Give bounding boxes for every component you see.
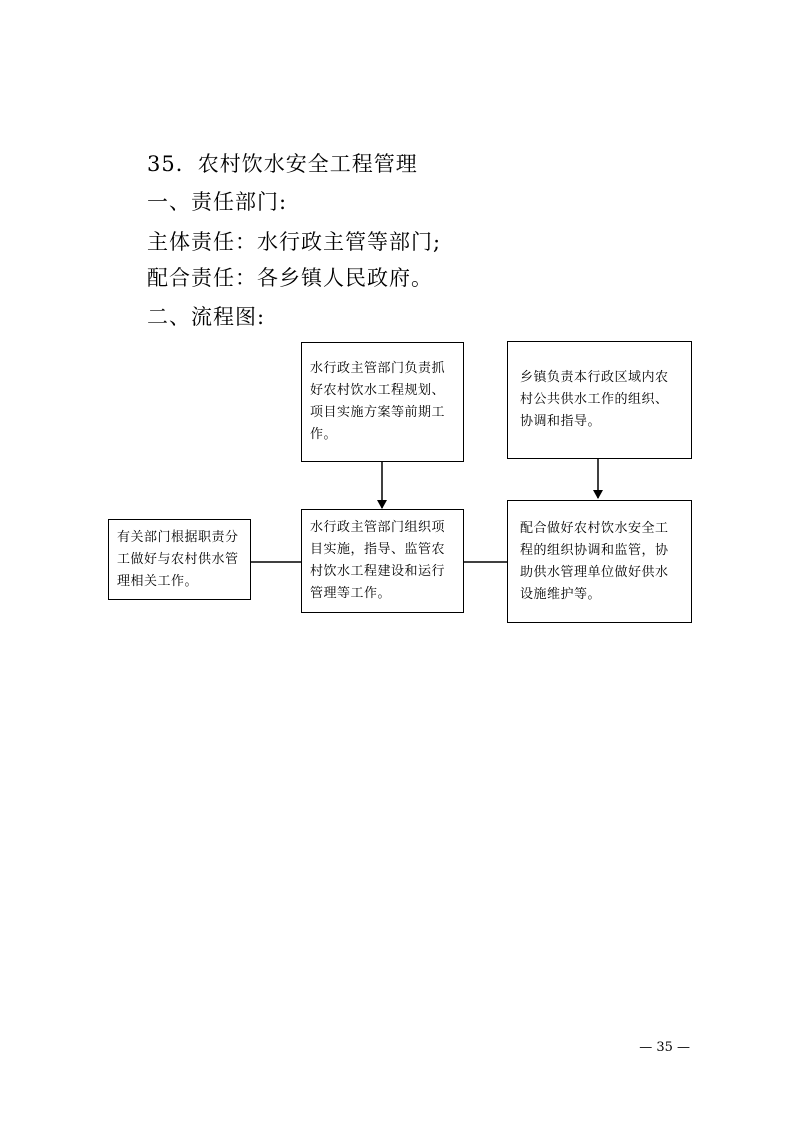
flowchart-box-right xyxy=(507,500,692,623)
box-left-text: 有关部门根据职责分工做好与农村供水管理相关工作。 xyxy=(117,529,239,589)
arrowhead-center xyxy=(377,500,387,509)
flowchart-box-top-center xyxy=(301,342,464,462)
box-right-text: 配合做好农村饮水安全工程的组织协调和监管，协助供水管理单位做好供水设施维护等。 xyxy=(520,520,669,602)
page-title: 35．农村饮水安全工程管理 xyxy=(147,152,418,176)
coop-responsibility: 配合责任：各乡镇人民政府。 xyxy=(147,266,433,290)
section-heading-flowchart: 二、流程图: xyxy=(147,305,266,329)
main-responsibility: 主体责任：水行政主管等部门; xyxy=(147,230,442,254)
arrowhead-right xyxy=(593,490,603,499)
page-number: — 35 — xyxy=(639,1040,690,1055)
box-top-center-text: 水行政主管部门负责抓好农村饮水工程规划、项目实施方案等前期工作。 xyxy=(310,361,446,442)
box-center-text: 水行政主管部门组织项目实施，指导、监管农村饮水工程建设和运行管理等工作。 xyxy=(310,520,446,601)
flowchart-box-left xyxy=(108,519,251,600)
box-top-right-text: 乡镇负责本行政区域内农村公共供水工作的组织、协调和指导。 xyxy=(520,370,669,429)
flowchart-box-center xyxy=(301,509,464,613)
section-heading-responsibility: 一、责任部门: xyxy=(147,190,288,214)
flowchart-box-top-right xyxy=(507,341,692,459)
